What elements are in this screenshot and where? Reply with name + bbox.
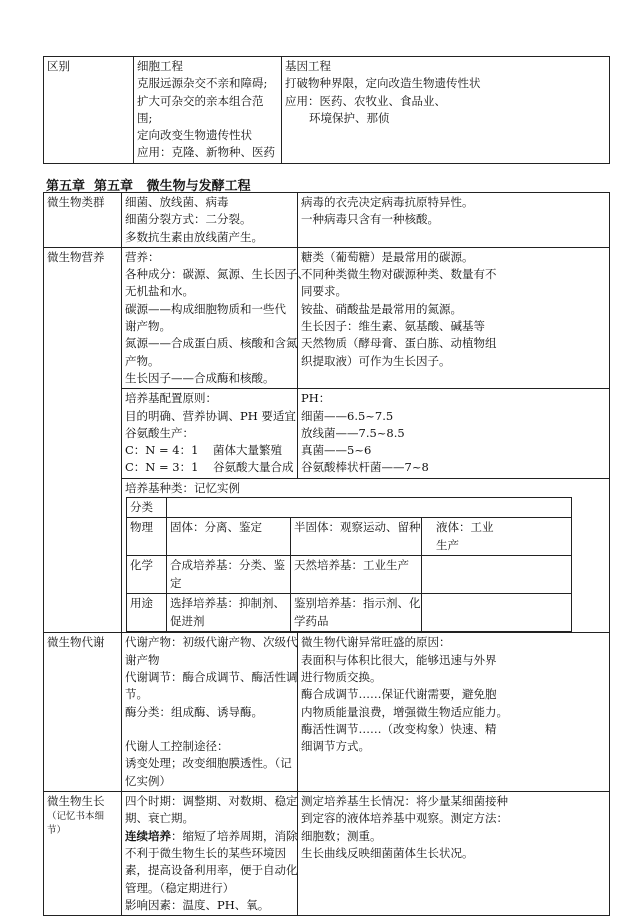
row-label-note: 节） [47, 825, 67, 837]
content-line: 织提取液）可作为生长因子。 [301, 353, 451, 368]
content-line: 测定培养基生长情况：将少量某细菌接种 [301, 794, 508, 809]
content-line [125, 828, 298, 845]
content-cell [298, 792, 610, 916]
medium-item: 促进剂 [170, 613, 205, 628]
inner-cell [422, 594, 572, 632]
inner-cell [127, 518, 167, 556]
content-line: 诱变处理；改变细胞膜透性。（记 [125, 756, 292, 771]
content-line: 一种病毒只含有一种核酸。 [301, 212, 439, 227]
gene-engineering-cell [282, 57, 610, 164]
content-cell [298, 193, 610, 248]
row-label: 微生物类群 [47, 195, 105, 209]
content-line: 酶分类：组成酶、诱导酶。 [125, 704, 263, 719]
medium-types-header: 培养基种类：记忆实例 [125, 480, 240, 495]
inner-cell [127, 556, 167, 594]
medium-types-table [126, 497, 572, 632]
content-line: 管理。（稳定期进行） [125, 880, 235, 895]
cell-engineering-header: 细胞工程 [137, 59, 183, 73]
content-line: 细菌、放线菌、病毒 [125, 195, 229, 209]
inner-cell [422, 518, 572, 556]
content-cell [122, 193, 298, 248]
content-line: 代谢产物：初级代谢产物、次级代 [125, 635, 298, 650]
medium-item: 液体：工业 [436, 520, 494, 535]
content-cell [122, 389, 298, 478]
medium-item: 固体：分离、鉴定 [170, 520, 262, 535]
content-line: 碳源——构成细胞物质和一些代 [125, 301, 286, 316]
classification-label: 分类 [130, 500, 153, 515]
medium-item: 鉴别培养基：指示剂、化 [294, 596, 421, 611]
top-label-cell [44, 57, 134, 164]
cell-engineering-line: 定向改变生物遗传性状 [137, 128, 252, 143]
content-line: 影响因素：温度、PH、氧。 [125, 897, 270, 912]
row-label: 微生物营养 [47, 249, 105, 264]
content-line: 进行物质交换。 [301, 669, 382, 684]
inner-cell [127, 594, 167, 632]
content-line: 糖类（葡萄糖）是最常用的碳源。 [301, 249, 474, 264]
gene-engineering-line: 环境保护、那侦 [309, 110, 390, 125]
medium-item: 学药品 [294, 613, 329, 628]
content-line: 素，提高设备利用率，便于自动化 [125, 863, 298, 878]
row-label-cell [44, 792, 122, 916]
content-line: 谷氨酸生产： [125, 425, 194, 440]
content-line: 内物质能量浪费，增强微生物适应能力。 [301, 704, 508, 719]
gene-engineering-header: 基因工程 [285, 59, 331, 73]
inner-cell [167, 498, 572, 518]
content-line: 代谢调节：酶合成调节、酶活性调 [125, 669, 298, 684]
category-label: 用途 [130, 596, 153, 611]
main-table [43, 192, 609, 916]
ratio-line [125, 459, 294, 476]
ratio-line [125, 442, 294, 459]
content-line: 细菌分裂方式：二分裂。 [125, 212, 252, 227]
content-cell [122, 792, 298, 916]
content-line: 无机盐和水。 [125, 284, 194, 299]
content-line: 酶合成调节……保证代谢需要，避免胞 [301, 687, 497, 702]
content-line: 培养基配置原则： [125, 391, 217, 406]
inner-cell [291, 594, 422, 632]
content-line: 细胞数；测重。 [301, 828, 382, 843]
medium-item: 选择培养基：抑制剂、 [170, 596, 285, 611]
content-line: 各种成分：碳源、氮源、生长因子、 [125, 267, 309, 282]
category-label: 化学 [130, 558, 153, 573]
medium-item: 生产 [436, 537, 459, 552]
content-line: 细调节方式。 [301, 739, 370, 754]
inner-cell [291, 556, 422, 594]
cell-engineering-line: 扩大可杂交的亲本组合范 [137, 93, 264, 108]
ratio-value: C：N = 4：1 [125, 443, 199, 458]
cell-engineering-cell [134, 57, 282, 164]
content-cell [298, 389, 610, 478]
content-cell [298, 247, 610, 388]
content-line [125, 721, 294, 738]
row-label-cell [44, 193, 122, 248]
ratio-note: 谷氨酸大量合成 [213, 460, 294, 475]
medium-item: 合成培养基：分类、鉴 [170, 558, 285, 573]
content-line: 微生物代谢异常旺盛的原因： [301, 635, 451, 650]
content-line: 不利于微生物生长的某些环境因 [125, 845, 286, 860]
content-line: 真菌——5~6 [301, 443, 372, 458]
content-line: 忆实例） [125, 773, 171, 788]
content-line: 期、衰亡期。 [125, 811, 194, 826]
medium-item: 半固体：观察运动、留种 [294, 520, 421, 535]
content-cell [298, 633, 610, 792]
medium-item: 定 [170, 575, 182, 590]
content-line: 目的明确、营养协调、PH 要适宜 [125, 408, 296, 423]
content-line: 不同种类微生物对碳源种类、数量有不 [301, 267, 497, 282]
inner-cell [167, 518, 291, 556]
content-line: 生长因子：维生素、氨基酸、碱基等 [301, 319, 485, 334]
top-comparison-table [43, 56, 609, 158]
bold-term: 连续培养 [125, 828, 171, 843]
category-label: 物理 [130, 520, 153, 535]
content-cell [122, 247, 309, 388]
medium-item: 天然培养基：工业生产 [294, 558, 409, 573]
row-label-note: （记忆书本细 [47, 811, 105, 823]
row-label: 微生物代谢 [47, 635, 105, 650]
content-line: 产物。 [125, 353, 160, 368]
ratio-note: 菌体大量繁殖 [213, 443, 282, 458]
content-line: 代谢人工控制途径： [125, 739, 229, 754]
content-line: 表面积与体积比很大，能够迅速与外界 [301, 652, 497, 667]
content-line: 病毒的衣壳决定病毒抗原特异性。 [301, 195, 474, 209]
content-line: 多数抗生素由放线菌产生。 [125, 229, 263, 244]
content-line: 氮源——合成蛋白质、核酸和含氮 [125, 336, 298, 351]
cell-engineering-line: 围; [137, 110, 153, 125]
cell-engineering-line: 应用：克隆、新物种、医药 [137, 145, 275, 160]
content-line: 到定容的液体培养基中观察。测定方法： [301, 811, 508, 826]
content-line: 四个时期：调整期、对数期、稳定 [125, 794, 298, 809]
inner-cell [291, 518, 422, 556]
content-line: 放线菌——7.5~8.5 [301, 425, 405, 440]
cell-engineering-line: 克服远源杂交不亲和障碍; [137, 76, 268, 91]
content-line: 酶活性调节……（改变构象）快速、精 [301, 721, 497, 736]
content-line: 谷氨酸棒状杆菌——7~8 [301, 460, 429, 475]
content-line: 营养： [125, 249, 160, 264]
inner-cell [167, 594, 291, 632]
inner-cell [422, 556, 572, 594]
content-line: 天然物质（酵母膏、蛋白胨、动植物组 [301, 336, 497, 351]
gene-engineering-line: 打破物种界限，定向改造生物遗传性状 [285, 76, 481, 91]
content-cell [122, 633, 298, 792]
content-line: 同要求。 [301, 284, 347, 299]
ratio-value: C：N = 3：1 [125, 460, 199, 475]
content-line: 铵盐、硝酸盐是最常用的氮源。 [301, 301, 462, 316]
chapter-title: 第五章 第五章 微生物与发酵工程 [46, 179, 251, 194]
content-line: 节。 [125, 687, 148, 702]
medium-types-cell [122, 478, 610, 633]
content-line: 生长曲线反映细菌菌体生长状况。 [301, 845, 474, 860]
inner-cell [167, 556, 291, 594]
content-line: 细菌——6.5~7.5 [301, 408, 394, 423]
inner-cell [127, 498, 167, 518]
content-line: 生长因子——合成酶和核酸。 [125, 370, 275, 385]
row-label-cell [44, 633, 122, 792]
content-line: 谢产物。 [125, 319, 171, 334]
content-line: PH： [301, 391, 331, 406]
content-text: ：缩短了培养周期，消除 [171, 828, 298, 843]
gene-engineering-line: 应用：医药、农牧业、食品业、 [285, 93, 446, 108]
row-label-cell [44, 247, 122, 632]
row-label: 微生物生长 [47, 794, 105, 809]
top-label: 区别 [47, 59, 70, 73]
content-line: 谢产物 [125, 652, 160, 667]
